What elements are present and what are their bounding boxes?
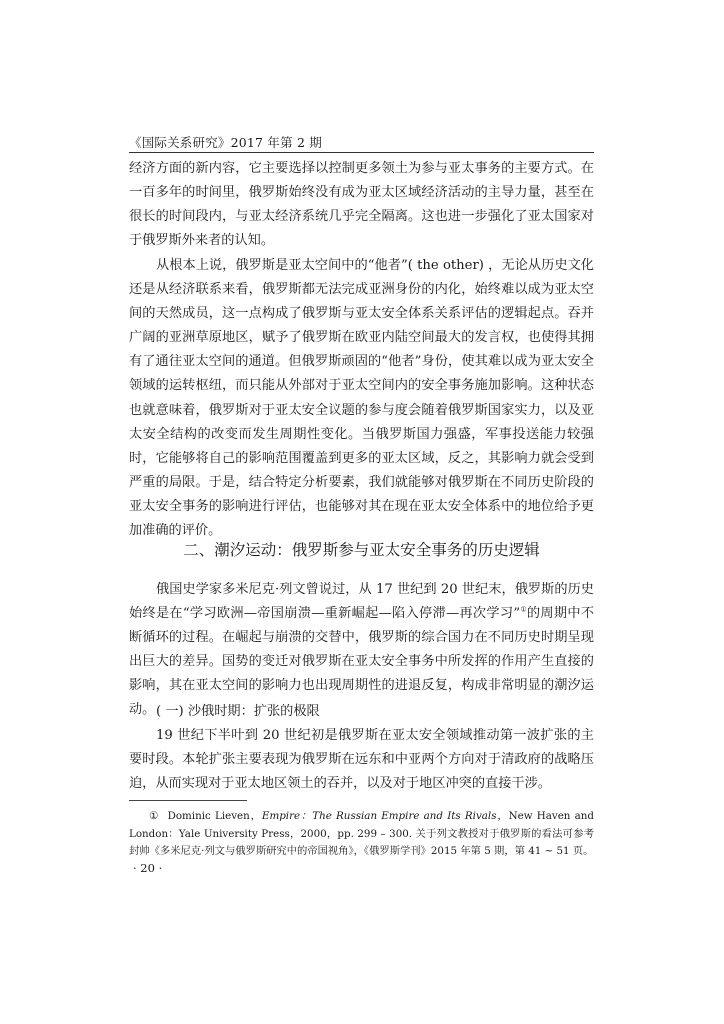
- paragraph-tsarist-expansion: 19 世纪下半叶到 20 世纪初是俄罗斯在亚太安全领域推动第一波扩张的主要时段。本轮扩张主要表现为俄罗斯在远东和中亚两个方向对于清政府的战略压迫，从而实现对于亚太地区领土的吞并，以及对于地区冲突的直接干涉。: [129, 728, 594, 792]
- footnote-rule: [129, 800, 247, 801]
- journal-header: 《国际关系研究》2017 年第 2 期: [129, 135, 322, 150]
- footnote: [129, 808, 594, 861]
- footnote-reference[interactable]: ①: [520, 605, 527, 614]
- p3-text-after: 的周期中不断循环的过程。在崛起与崩溃的交替中，俄罗斯的综合国力在不同历史时期呈现出巨大的差异。国势的变迁对俄罗斯在亚太安全事务中所发挥的作用产生直接的影响，其在亚太空间的影响力也出现周期性的进退反复，构成非常明显的潮汐运动。: [129, 606, 595, 718]
- page-number: · 20 ·: [133, 861, 163, 875]
- p3-text-before: 俄国史学家多米尼克·列文曾说过，从 17 世纪到 20 世纪末，俄罗斯的历史始终是在“学习欧洲—帝国崩溃—重新崛起—陷入停滞—再次学习”: [129, 582, 594, 622]
- footnote-book-title: Empire：The Russian Empire and Its Rivals: [261, 810, 497, 822]
- section-heading: 二、潮汐运动：俄罗斯参与亚太安全事务的历史逻辑: [183, 541, 540, 559]
- paragraph-continuation: 经济方面的新内容，它主要选择以控制更多领土为参与亚太事务的主要方式。在一百多年的时间里，俄罗斯始终没有成为亚太区域经济活动的主导力量，甚至在很长的时间段内，与亚太经济系统几乎完全隔离。这也进一步强化了亚太国家对于俄罗斯外来者的认知。: [129, 161, 594, 249]
- subsection-heading: ( 一) 沙俄时期：扩张的极限: [156, 704, 320, 719]
- header-rule: [129, 152, 594, 153]
- paragraph-other-concept: 从根本上说，俄罗斯是亚太空间中的“他者”( the other) ，无论从历史文化还是从经济联系来看，俄罗斯都无法完成亚洲身份的内化，始终难以成为亚太空间的天然成员，这一点构成了俄罗斯与亚太安全体系关系评估的逻辑起点。吞并广阔的亚洲草原地区，赋予了俄罗斯在欧亚内陆空间最大的发言权，也使得其拥有了通往亚太空间的通道。但俄罗斯顽固的“他者”身份，使其难以成为亚太安全领域的运转枢纽，而只能从外部对于亚太空间内的安全事务施加影响。这种状态也就意味着，俄罗斯对于亚太安全议题的参与度会随着俄罗斯国家实力，以及亚太安全结构的改变而发生周期性变化。当俄罗斯国力强盛，军事投送能力较强时，它能够将自己的影响范围覆盖到更多的亚太区域，反之，其影响力就会受到严重的局限。于是，结合特定分析要素，我们就能够对俄罗斯在不同历史阶段的亚太安全事务的影响进行评估，也能够对其在现在亚太安全体系中的地位给予更加准确的评价。: [129, 258, 594, 539]
- footnote-author: Dominic Lieven，: [167, 810, 262, 822]
- footnote-citation: ，New Haven and London：Yale University Press，2000，pp. 299 – 300. 关于列文教授对于俄罗斯的看法可参考封帅《多米尼克·列文与俄罗斯研究中的帝国视角》，《俄罗斯学刊》2015 年第 5 期，第 41 ~ 51 页。: [129, 810, 595, 857]
- footnote-marker: ①: [149, 810, 160, 822]
